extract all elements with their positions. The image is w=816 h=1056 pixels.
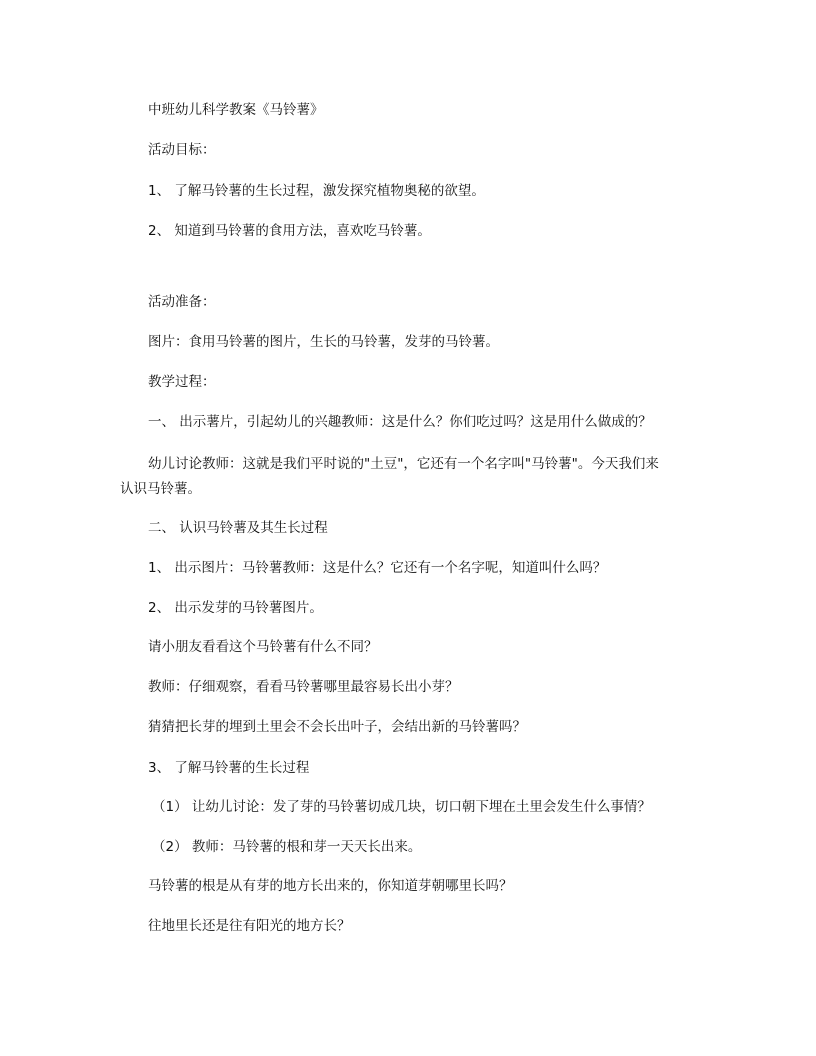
step-2-3: 3、 了解马铃薯的生长过程 (148, 760, 310, 776)
discussion-line-1: 幼儿讨论教师：这就是我们平时说的"土豆"，它还有一个名字叫"马铃薯"。今天我们来 (148, 456, 659, 472)
preparation-text: 图片：食用马铃薯的图片，生长的马铃薯，发芽的马铃薯。 (148, 334, 499, 350)
question-3: 猜猜把长芽的埋到土里会不会长出叶子，会结出新的马铃薯吗？ (148, 719, 526, 735)
step-1: 一、 出示薯片，引起幼儿的兴趣教师：这是什么？你们吃过吗？这是用什么做成的？ (148, 414, 652, 430)
document-title: 中班幼儿科学教案《马铃薯》 (148, 102, 324, 118)
objectives-heading: 活动目标： (148, 142, 216, 158)
sub-step-1: （1） 让幼儿讨论：发了芽的马铃薯切成几块，切口朝下埋在土里会发生什么事情？ (152, 799, 651, 815)
sub-step-2: （2） 教师：马铃薯的根和芽一天天长出来。 (152, 839, 422, 855)
question-5: 往地里长还是往有阳光的地方长？ (148, 918, 351, 934)
question-1: 请小朋友看看这个马铃薯有什么不同？ (148, 639, 378, 655)
step-2-1: 1、 出示图片：马铃薯教师：这是什么？它还有一个名字呢，知道叫什么吗？ (148, 560, 607, 576)
objective-1: 1、 了解马铃薯的生长过程，激发探究植物奥秘的欲望。 (148, 183, 485, 199)
discussion-line-2: 认识马铃薯。 (120, 481, 201, 497)
objective-2: 2、 知道到马铃薯的食用方法，喜欢吃马铃薯。 (148, 223, 431, 239)
step-2-2: 2、 出示发芽的马铃薯图片。 (148, 600, 323, 616)
question-4: 马铃薯的根是从有芽的地方长出来的，你知道芽朝哪里长吗？ (148, 878, 513, 894)
preparation-heading: 活动准备： (148, 294, 216, 310)
question-2: 教师：仔细观察，看看马铃薯哪里最容易长出小芽？ (148, 679, 459, 695)
process-heading: 教学过程： (148, 374, 216, 390)
step-2: 二、 认识马铃薯及其生长过程 (148, 520, 328, 536)
